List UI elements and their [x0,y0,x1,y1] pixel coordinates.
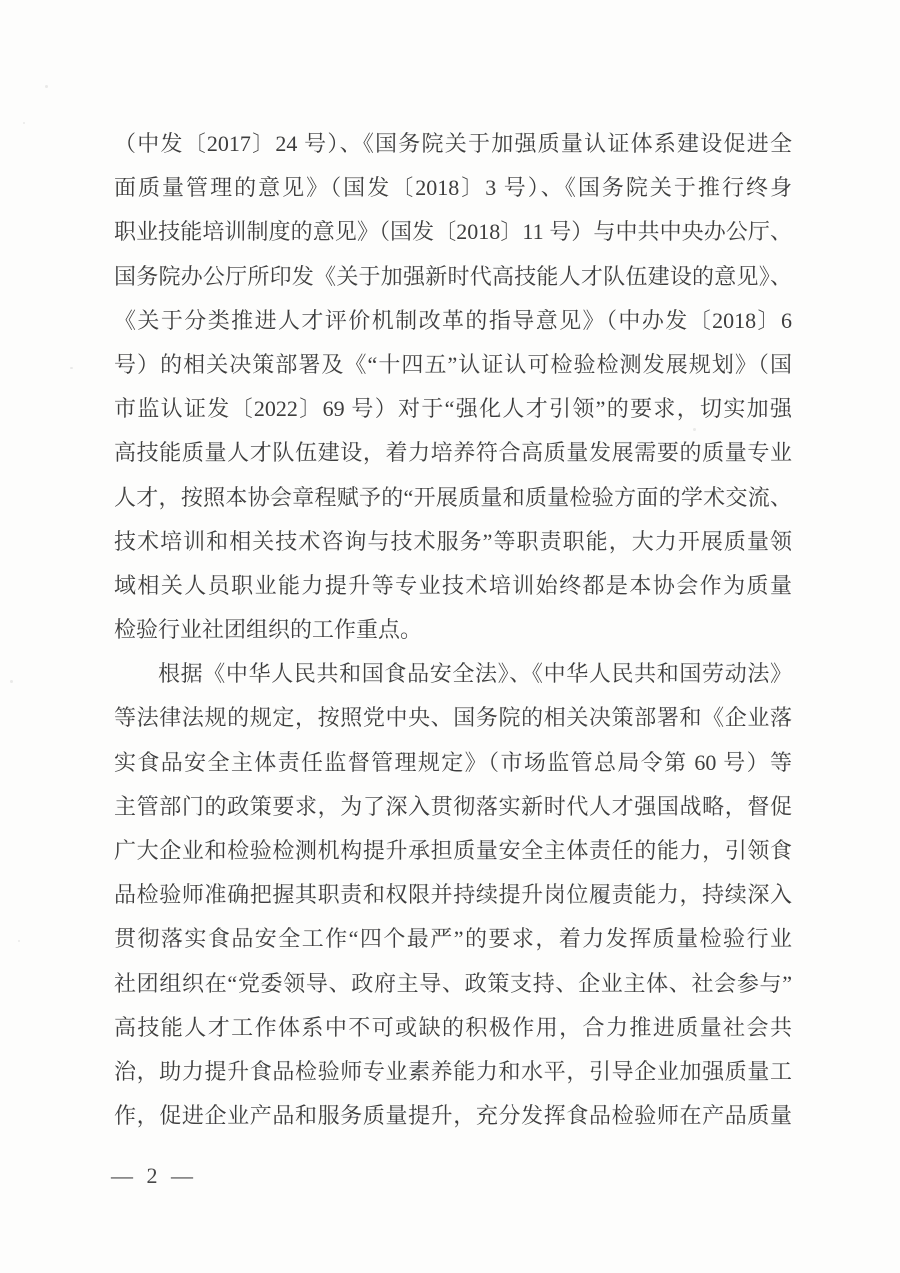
scan-speck [693,428,696,431]
scan-speck [10,680,13,683]
text-line: 广大企业和检验检测机构提升承担质量安全主体责任的能力，引领食 [114,838,792,863]
text-line: 号）的相关决策部署及《“十四五”认证认可检验检测发展规划》（国 [114,351,792,377]
page-number: — 2 — [111,1163,197,1188]
text-line: 根据《中华人民共和国食品安全法》、《中华人民共和国劳动法》 [158,661,792,687]
text-line: 市监认证发〔2022〕69 号）对于“强化人才引领”的要求，切实加强 [114,396,792,422]
text-line: 人才，按照本协会章程赋予的“开展质量和质量检验方面的学术交流、 [114,484,792,510]
text-line: 等法律法规的规定，按照党中央、国务院的相关决策部署和《企业落 [114,705,792,731]
text-line: 《关于分类推进人才评价机制改革的指导意见》（中办发〔2018〕6 [114,307,792,333]
text-line: 治，助力提升食品检验师专业素养能力和水平，引导企业加强质量工 [114,1058,792,1084]
text-line: 高技能人才工作体系中不可或缺的积极作用，合力推进质量社会共 [114,1014,792,1040]
text-line: 贯彻落实食品安全工作“四个最严”的要求，着力发挥质量检验行业 [114,926,792,952]
text-line: 作，促进企业产品和服务质量提升，充分发挥食品检验师在产品质量 [114,1103,792,1129]
text-line: 高技能质量人才队伍建设，着力培养符合高质量发展需要的质量专业 [114,440,792,466]
text-line: 国务院办公厅所印发《关于加强新时代高技能人才队伍建设的意见》、 [114,263,792,289]
scan-speck [70,367,73,369]
text-line: 面质量管理的意见》（国发〔2018〕3 号）、《国务院关于推行终身 [114,175,792,201]
text-line: 技术培训和相关技术咨询与技术服务”等职责职能，大力开展质量领 [114,528,792,554]
text-line: 域相关人员职业能力提升等专业技术培训始终都是本协会作为质量 [114,572,792,598]
text-line: 社团组织在“党委领导、政府主导、政策支持、企业主体、社会参与” [114,970,792,996]
text-line: 实食品安全主体责任监督管理规定》（市场监管总局令第 60 号）等 [114,749,792,775]
text-line: 主管部门的政策要求，为了深入贯彻落实新时代人才强国战略，督促 [114,793,792,819]
scan-speck [45,85,48,88]
text-line: （中发〔2017〕24 号）、《国务院关于加强质量认证体系建设促进全 [114,131,792,156]
document-body [114,122,792,1138]
scan-speck [18,940,20,942]
scan-speck [23,122,25,124]
text-line: 检验行业社团组织的工作重点。 [114,617,423,643]
text-line: 品检验师准确把握其职责和权限并持续提升岗位履责能力，持续深入 [114,882,792,908]
text-line: 职业技能培训制度的意见》（国发〔2018〕11 号）与中共中央办公厅、 [114,219,792,245]
